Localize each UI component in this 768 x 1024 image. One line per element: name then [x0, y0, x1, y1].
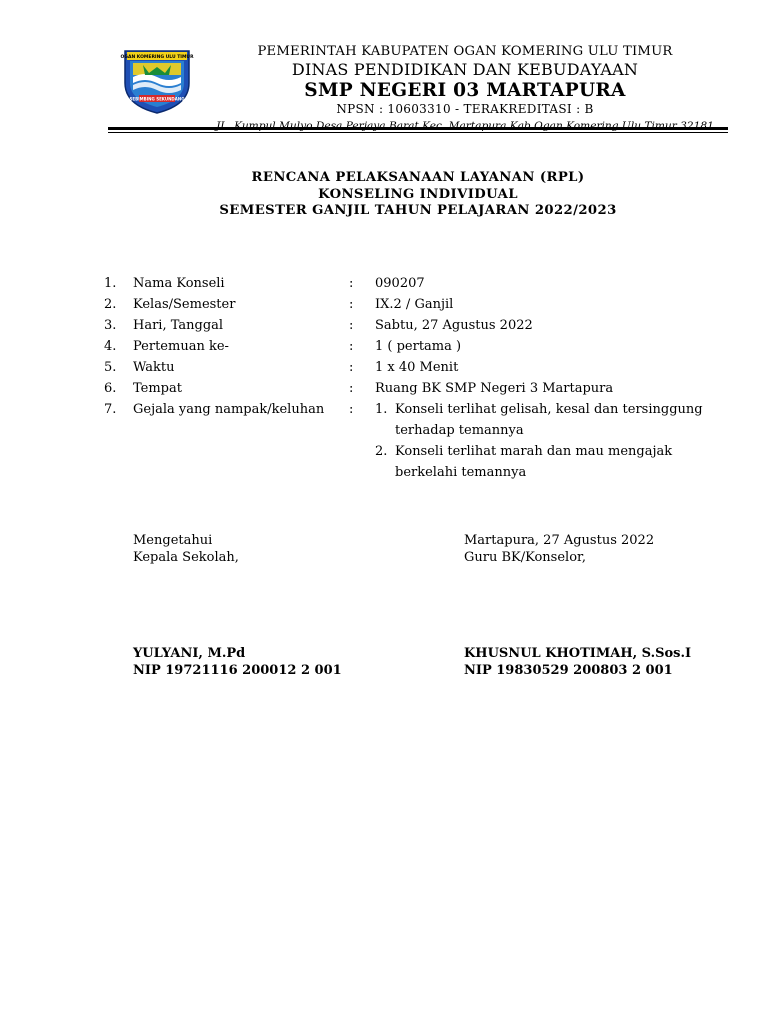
info-label: Waktu: [133, 360, 175, 375]
info-colon: :: [349, 339, 354, 354]
info-label: Pertemuan ke-: [133, 339, 229, 354]
info-label: Gejala yang nampak/keluhan: [133, 402, 325, 417]
info-colon: :: [349, 402, 354, 417]
symptom-number: 1.: [375, 402, 388, 417]
symptom-number: 2.: [375, 444, 388, 459]
info-value: IX.2 / Ganjil: [375, 297, 454, 312]
info-value: Ruang BK SMP Negeri 3 Martapura: [375, 381, 614, 396]
letterhead-rule-thick: [108, 127, 728, 130]
info-colon: :: [349, 276, 354, 291]
logo-text: OGAN KOMERING ULU TIMUR: [120, 55, 194, 60]
acknowledged-label: Mengetahui: [133, 533, 213, 548]
principal-role: Kepala Sekolah,: [133, 550, 239, 565]
info-colon: :: [349, 381, 354, 396]
department-name: DINAS PENDIDIKAN DAN KEBUDAYAAN: [291, 60, 639, 79]
info-row: [104, 273, 734, 294]
signature-counselor: [464, 532, 691, 679]
title-line-3: SEMESTER GANJIL TAHUN PELAJARAN 2022/2023: [219, 203, 617, 218]
principal-nip: NIP 19721116 200012 2 001: [133, 663, 342, 678]
info-number: 3.: [104, 318, 117, 333]
info-value: 090207: [375, 276, 425, 291]
symptom-item: [375, 441, 734, 483]
symptom-text: Konseli terlihat marah dan mau mengajak berkelahi temannya: [395, 444, 673, 480]
principal-name: YULYANI, M.Pd: [133, 646, 246, 661]
info-label: Nama Konseli: [133, 276, 225, 291]
counselor-role: Guru BK/Konselor,: [464, 550, 586, 565]
info-label: Tempat: [133, 381, 182, 396]
counselor-name: KHUSNUL KHOTIMAH, S.Sos.I: [464, 646, 692, 661]
info-number: 6.: [104, 381, 117, 396]
regency-emblem-logo: [119, 47, 195, 115]
npsn-accreditation: NPSN : 10603310 - TERAKREDITASI : B: [336, 102, 594, 116]
symptom-list: [375, 399, 734, 483]
info-label: Kelas/Semester: [133, 297, 236, 312]
info-row: [104, 357, 734, 378]
counseling-info-list: [104, 273, 734, 483]
info-colon: :: [349, 318, 354, 333]
info-row: [104, 294, 734, 315]
info-row: [104, 378, 734, 399]
info-number: 4.: [104, 339, 117, 354]
info-value: 1 x 40 Menit: [375, 360, 459, 375]
logo-motto: SEBIMBING SEKUNDANG: [129, 96, 185, 102]
info-number: 2.: [104, 297, 117, 312]
symptom-text: Konseli terlihat gelisah, kesal dan tersinggung terhadap temannya: [395, 402, 703, 438]
title-line-1: RENCANA PELAKSANAAN LAYANAN (RPL): [251, 170, 585, 185]
info-row: [104, 315, 734, 336]
info-colon: :: [349, 297, 354, 312]
info-number: 5.: [104, 360, 117, 375]
school-address: JL. Kumpul Mulyo Desa Perjaya Barat Kec. Martapura Kab.Ogan Komering Ulu Timur 32181: [216, 120, 714, 132]
info-number: 1.: [104, 276, 117, 291]
info-value: 1 ( pertama ): [375, 339, 462, 354]
school-name: SMP NEGERI 03 MARTAPURA: [304, 80, 626, 101]
signature-principal: [133, 532, 342, 679]
counselor-nip: NIP 19830529 200803 2 001: [464, 663, 673, 678]
info-row: [104, 336, 734, 357]
letterhead-rule-thin: [108, 132, 728, 133]
info-value: Sabtu, 27 Agustus 2022: [375, 318, 533, 333]
info-label: Hari, Tanggal: [133, 318, 224, 333]
info-row-symptoms: [104, 399, 734, 483]
info-colon: :: [349, 360, 354, 375]
document-title: [108, 170, 728, 220]
letterhead: [200, 43, 730, 133]
government-name: PEMERINTAH KABUPATEN OGAN KOMERING ULU TIMUR: [257, 44, 673, 59]
symptom-item: [375, 399, 734, 441]
title-line-2: KONSELING INDIVIDUAL: [318, 186, 518, 202]
info-number: 7.: [104, 402, 117, 417]
place-date: Martapura, 27 Agustus 2022: [464, 533, 655, 548]
